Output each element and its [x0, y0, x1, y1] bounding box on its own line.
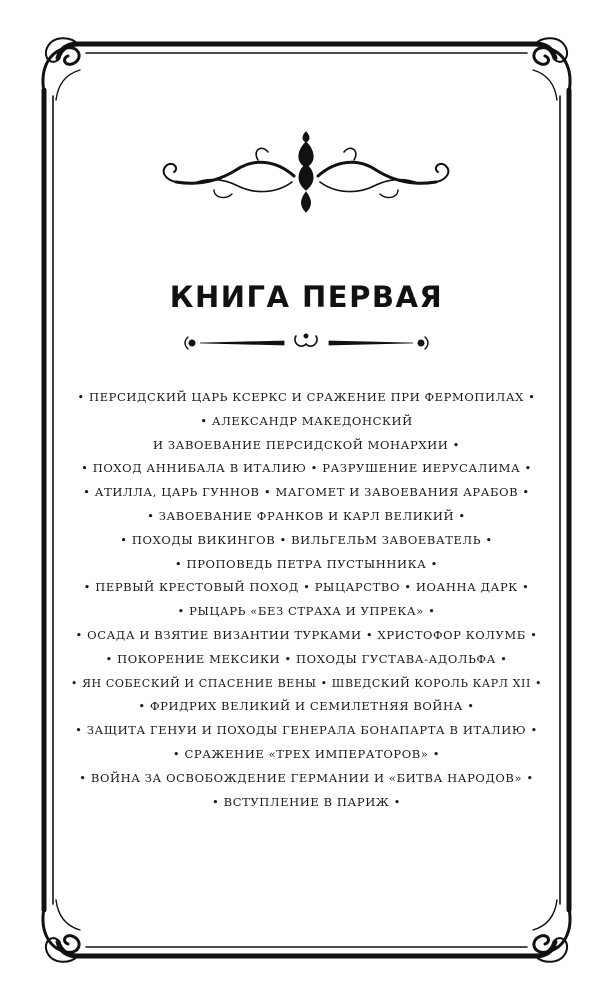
contents-line: • ЗАВОЕВАНИЕ ФРАНКОВ И КАРЛ ВЕЛИКИЙ •: [147, 508, 466, 523]
contents-line: • ПОКОРЕНИЕ МЕКСИКИ • ПОХОДЫ ГУСТАВА-АДОЛЬФА •: [105, 651, 508, 666]
contents-line: • РЫЦАРЬ «БЕЗ СТРАХА И УПРЕКА» •: [177, 604, 436, 619]
contents-line: • ФРИДРИХ ВЕЛИКИЙ И СЕМИЛЕТНЯЯ ВОЙНА •: [138, 699, 475, 714]
contents-line: • ЗАЩИТА ГЕНУИ И ПОХОДЫ ГЕНЕРАЛА БОНАПАРТА В ИТАЛИЮ •: [75, 723, 538, 738]
contents-line: • ПЕРСИДСКИЙ ЦАРЬ КСЕРКС И СРАЖЕНИЕ ПРИ ФЕРМОПИЛАХ •: [77, 390, 536, 404]
scroll-divider: [185, 334, 428, 349]
contents-line: • ПЕРВЫЙ КРЕСТОВЫЙ ПОХОД • РЫЦАРСТВО • ИОАННА ДАРК •: [83, 580, 530, 595]
contents-line: • ПОХОД АННИБАЛА В ИТАЛИЮ • РАЗРУШЕНИЕ ИЕРУСАЛИМА •: [81, 461, 532, 476]
contents-line: • АТИЛЛА, ЦАРЬ ГУННОВ • МАГОМЕТ И ЗАВОЕВАНИЯ АРАБОВ •: [83, 485, 530, 500]
contents-line: • АЛЕКСАНДР МАКЕДОНСКИЙ: [200, 413, 413, 428]
page-title: КНИГА ПЕРВАЯ: [169, 280, 444, 314]
contents-line: • ЯН СОБЕСКИЙ И СПАСЕНИЕ ВЕНЫ • ШВЕДСКИЙ КОРОЛЬ КАРЛ XII •: [70, 676, 543, 690]
fleuron-flourish: [164, 132, 449, 212]
contents-line: • ОСАДА И ВЗЯТИЕ ВИЗАНТИИ ТУРКАМИ • ХРИСТОФОР КОЛУМБ •: [75, 627, 538, 642]
contents-line: • ВОЙНА ЗА ОСВОБОЖДЕНИЕ ГЕРМАНИИ И «БИТВА НАРОДОВ» •: [79, 770, 534, 785]
contents-line: • СРАЖЕНИЕ «ТРЕХ ИМПЕРАТОРОВ» •: [172, 746, 441, 761]
contents-list: [70, 386, 543, 814]
contents-line: И ЗАВОЕВАНИЕ ПЕРСИДСКОЙ МОНАРХИИ •: [152, 437, 460, 452]
contents-line: • ПОХОДЫ ВИКИНГОВ • ВИЛЬГЕЛЬМ ЗАВОЕВАТЕЛЬ •: [120, 532, 493, 547]
contents-line: • ВСТУПЛЕНИЕ В ПАРИЖ •: [212, 794, 401, 809]
contents-line: • ПРОПОВЕДЬ ПЕТРА ПУСТЫННИКА •: [174, 556, 439, 571]
